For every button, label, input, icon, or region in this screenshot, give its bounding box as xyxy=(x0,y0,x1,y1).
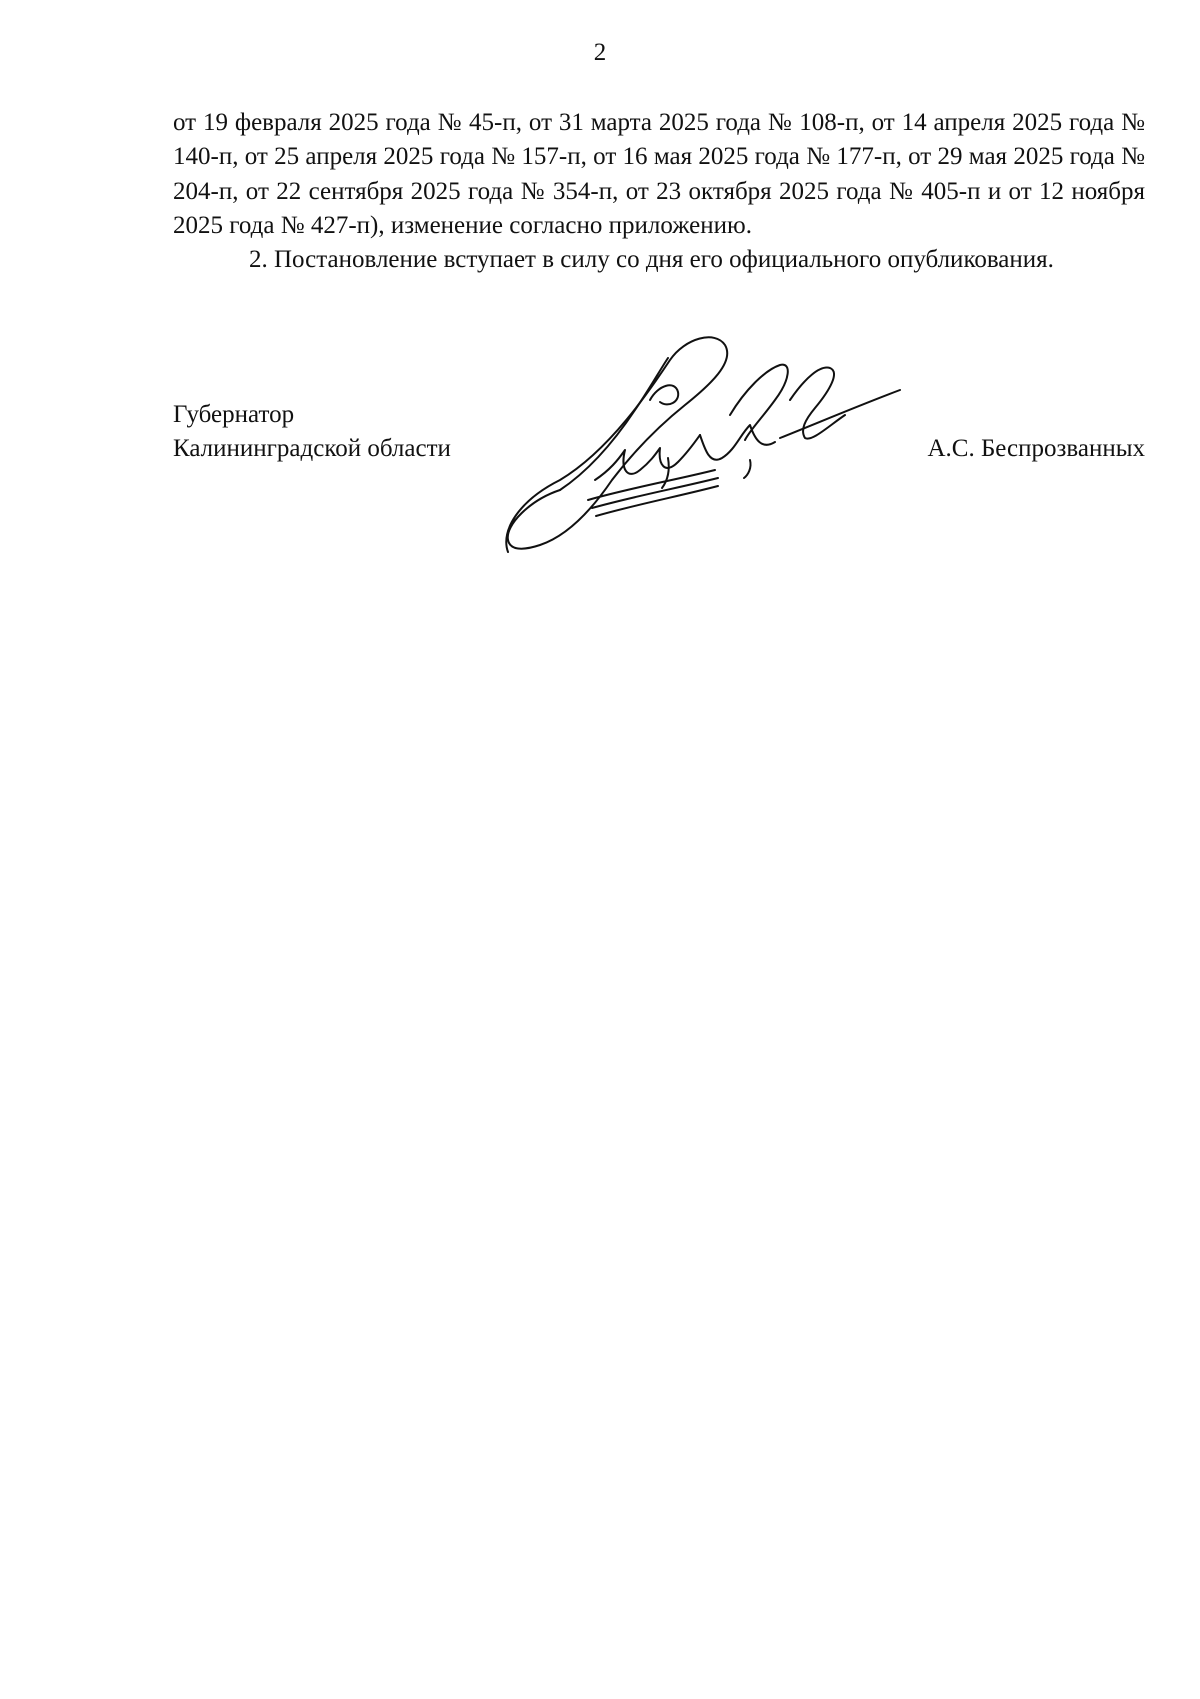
paragraph-effective-date: 2. Постановление вступает в силу со дня его официального опубликования. xyxy=(249,246,1054,274)
handwritten-signature xyxy=(500,330,950,560)
document-body xyxy=(173,106,1145,277)
signer-position-line-2: Калининградской области xyxy=(173,435,451,462)
paragraph-amendments: от 19 февраля 2025 года № 45-п, от 31 марта 2025 года № 108-п, от 14 апреля 2025 года № 140-п, от 25 апреля 2025 года № 157-п, от 16 мая 2025 года № 177-п, от 29 мая 2025 года № 204-п, от 22 сентября 2025 года № 354-п, от 23 октября 2025 года № 405-п и от 12 ноября 2025 года № 427-п), изменение согласно приложению. xyxy=(173,109,1145,239)
signer-position xyxy=(173,398,451,466)
signer-position-line-1: Губернатор xyxy=(173,401,295,428)
signer-name: А.С. Беспрозванных xyxy=(927,435,1145,462)
page-number: 2 xyxy=(593,39,607,66)
